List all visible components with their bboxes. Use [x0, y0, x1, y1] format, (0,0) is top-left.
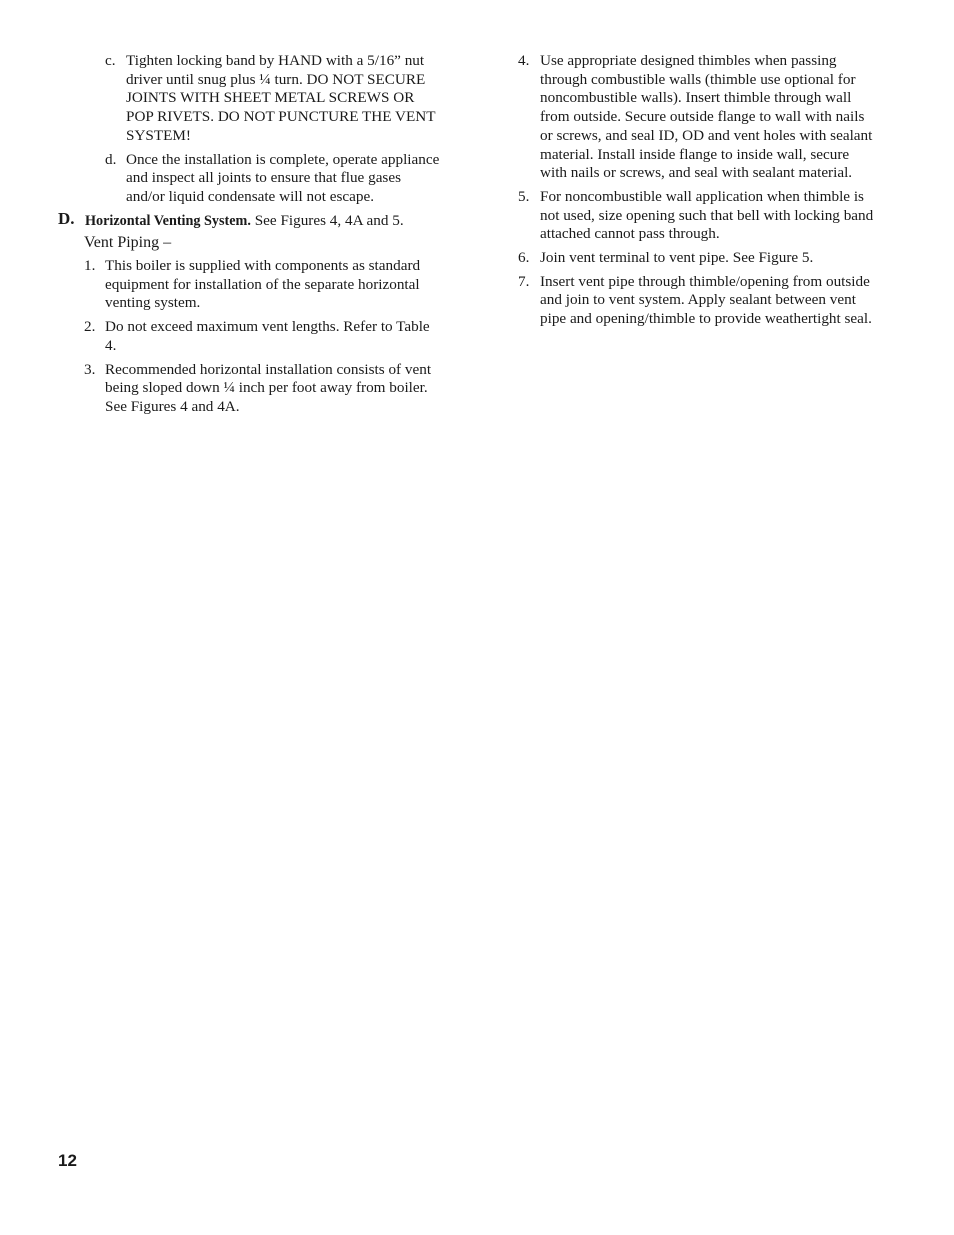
list-item-6 — [518, 249, 878, 268]
subheading: Vent Piping – — [84, 234, 172, 252]
list-item-text: Recommended horizontal installation consists of vent being sloped down ¼ inch per foot away from boiler. See Figures 4 and 4A. — [105, 360, 432, 415]
list-item-c — [58, 52, 443, 146]
list-item-text: Insert vent pipe through thimble/opening from outside and join to vent system. Apply sealant between vent pipe and opening/thimble to provide weathertight seal. — [540, 272, 872, 328]
list-marker: d. — [105, 150, 117, 168]
list-item-3 — [58, 361, 443, 417]
right-column — [518, 52, 878, 334]
list-marker: 3. — [84, 360, 96, 378]
list-item-text: Once the installation is complete, operate appliance and inspect all joints to ensure that flue gases and/or liquid condensate will not escape. — [126, 150, 440, 205]
list-marker: 1. — [84, 257, 96, 275]
list-marker: c. — [105, 52, 116, 69]
list-item-2 — [58, 318, 443, 355]
list-item-text: Tighten locking band by HAND with a 5/16” nut driver until snug plus ¼ turn. DO NOT SECURE JOINTS WITH SHEET METAL SCREWS OR POP RIVETS. DO NOT PUNCTURE THE VENT SYSTEM! — [126, 52, 436, 144]
left-column — [58, 52, 443, 422]
section-letter: D. — [58, 208, 75, 228]
list-marker: 7. — [518, 272, 530, 290]
list-item-text: Join vent terminal to vent pipe. See Figure 5. — [540, 249, 814, 267]
list-item-7 — [518, 273, 878, 329]
list-item-4 — [518, 52, 878, 183]
list-item-text: Do not exceed maximum vent lengths. Refer to Table 4. — [105, 318, 430, 354]
page-number: 12 — [58, 1151, 77, 1170]
list-item-1 — [58, 257, 443, 313]
list-marker: 6. — [518, 249, 530, 267]
section-title: Horizontal Venting System. — [85, 212, 251, 229]
list-item-5 — [518, 188, 878, 244]
section-title-suffix: See Figures 4, 4A and 5. — [250, 211, 404, 229]
list-item-text: Use appropriate designed thimbles when passing through combustible walls (thimble use optional for noncombustible walls). Insert thimble through wall from outside. Secure outside flange to wall with nails or screws, and seal ID, OD and vent holes with sealant material. Install inside flange to inside wall, secure with nails or screws, and seal with sealant material. — [540, 52, 873, 182]
list-item-text: For noncombustible wall application when thimble is not used, size opening such that bell with locking band attached cannot pass through. — [540, 187, 874, 243]
section-heading — [58, 208, 443, 231]
list-item-d — [58, 151, 443, 207]
list-item-text: This boiler is supplied with components as standard equipment for installation of the separate horizontal venting system. — [105, 257, 421, 312]
list-marker: 2. — [84, 318, 96, 336]
list-marker: 5. — [518, 187, 530, 205]
list-marker: 4. — [518, 52, 530, 69]
